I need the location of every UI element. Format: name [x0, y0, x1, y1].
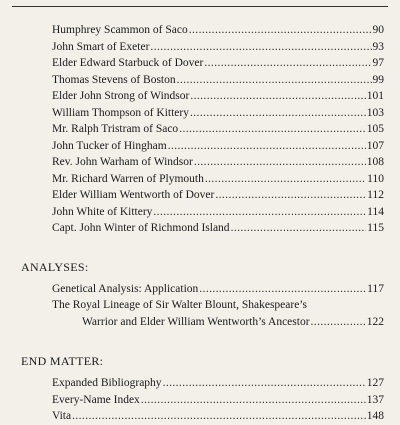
toc-entry-title: John Tucker of Hingham — [52, 139, 167, 152]
toc-entry-page: 99 — [372, 73, 384, 86]
toc-entry-title: Genetical Analysis: Application — [52, 282, 199, 295]
toc-entry-title: Humphrey Scammon of Saco — [52, 24, 188, 36]
toc-entry — [0, 171, 400, 188]
toc-entry-title: Capt. John Winter of Richmond Island — [52, 222, 230, 234]
toc-entry-title: Expanded Bibliography — [52, 377, 162, 389]
toc-entry-page: 122 — [366, 315, 384, 328]
toc-entry-multiline — [0, 297, 400, 330]
dot-leader — [153, 204, 366, 221]
toc-entry — [0, 154, 400, 171]
toc-entry-page: 101 — [366, 90, 384, 102]
dot-leader — [205, 171, 366, 188]
toc-entry-page: 112 — [367, 189, 384, 201]
toc-entry — [0, 187, 400, 204]
dot-leader — [189, 22, 372, 39]
toc-entry — [0, 55, 400, 72]
toc-entry — [0, 22, 400, 39]
section-heading-end-matter: END MATTER: — [21, 354, 104, 368]
toc-entry-title: John White of Kittery — [52, 205, 153, 218]
toc-entry-title: Vita — [52, 410, 72, 422]
toc-entry — [0, 121, 400, 138]
table-of-contents — [0, 22, 400, 425]
toc-entry — [0, 39, 400, 56]
dot-leader — [204, 55, 371, 72]
toc-entry-page: 115 — [367, 222, 384, 234]
dot-leader — [179, 121, 366, 138]
dot-leader — [215, 187, 366, 204]
toc-entry — [0, 88, 400, 105]
toc-entry-page: 105 — [366, 123, 384, 135]
top-rule — [12, 0, 388, 7]
dot-leader — [190, 88, 365, 105]
toc-entry-title: Elder William Wentworth of Dover — [52, 189, 215, 201]
dot-leader — [311, 314, 366, 331]
toc-entry-page: 90 — [372, 24, 384, 36]
toc-entry-page: 117 — [367, 282, 384, 295]
dot-leader — [150, 39, 371, 56]
toc-entry — [0, 408, 400, 425]
dot-leader — [72, 408, 366, 425]
toc-entry-page: 107 — [366, 139, 384, 152]
toc-entry-page: 110 — [367, 172, 384, 185]
dot-leader — [163, 375, 366, 392]
toc-entry-line2 — [52, 314, 384, 331]
toc-entry — [0, 375, 400, 392]
toc-entry-title-line1: The Royal Lineage of Sir Walter Blount, Shakespeare’s — [52, 299, 307, 311]
toc-entry — [0, 72, 400, 89]
toc-entry-page: 97 — [372, 57, 384, 69]
toc-entry — [0, 281, 400, 298]
dot-leader — [168, 138, 366, 155]
toc-entry-title: Mr. Richard Warren of Plymouth — [52, 172, 204, 185]
toc-entry-title: Elder John Strong of Windsor — [52, 90, 190, 102]
toc-entry-title: Thomas Stevens of Boston — [52, 73, 176, 86]
toc-entry-title: Every-Name Index — [52, 393, 140, 406]
toc-entry-page: 103 — [366, 106, 384, 119]
toc-entry — [0, 220, 400, 237]
toc-entry-title: John Smart of Exeter — [52, 40, 150, 53]
dot-leader — [231, 220, 367, 237]
toc-entry-title: Mr. Ralph Tristram of Saco — [52, 123, 179, 135]
toc-entry-page: 108 — [366, 156, 384, 168]
toc-entry-title: Rev. John Warham of Windsor — [52, 156, 193, 168]
dot-leader — [194, 154, 366, 171]
toc-entry-page: 114 — [367, 205, 384, 218]
section-heading-analyses: ANALYSES: — [21, 259, 89, 274]
toc-entry-page: 148 — [366, 410, 384, 422]
dot-leader — [199, 281, 366, 298]
toc-entry-title: William Thompson of Kittery — [52, 106, 189, 119]
toc-entry-title-line2: Warrior and Elder William Wentworth’s Ancestor — [82, 315, 310, 328]
toc-entry-page: 127 — [366, 377, 384, 389]
toc-entry — [0, 105, 400, 122]
dot-leader — [190, 105, 366, 122]
toc-entry-title: Elder Edward Starbuck of Dover — [52, 57, 204, 69]
toc-entry — [0, 138, 400, 155]
dot-leader — [177, 72, 372, 89]
toc-entry-page: 137 — [366, 393, 384, 406]
toc-entry-page: 93 — [372, 40, 384, 53]
people-list — [0, 22, 400, 237]
toc-entry — [0, 204, 400, 221]
